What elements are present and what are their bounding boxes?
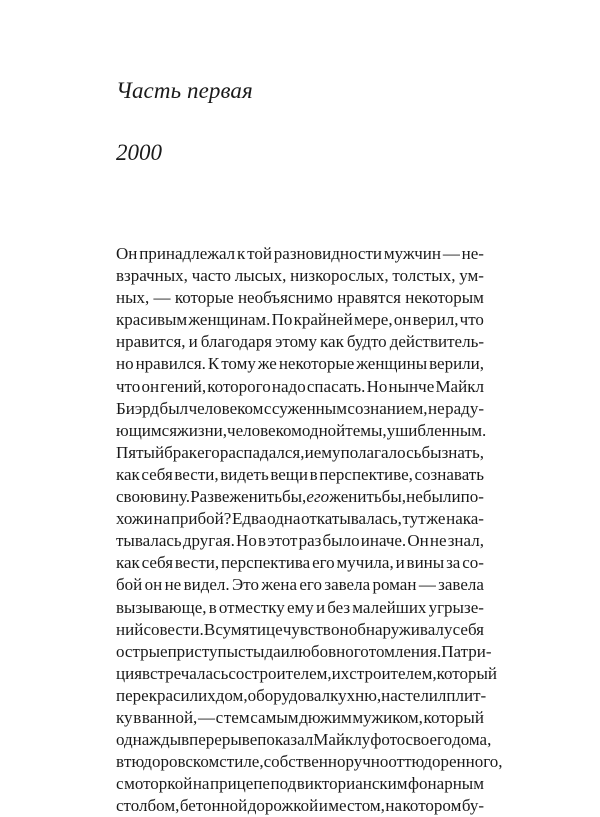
year-title: 2000: [116, 140, 162, 165]
text-line: хожи на прибой? Едва одна откатывалась, тут же нака-: [116, 509, 484, 529]
text-line: тывалась другая. Но в этот раз было иначе. Он не знал,: [116, 531, 484, 551]
text-line: как себя вести, видеть вещи в перспективе, сознавать: [116, 464, 484, 484]
text-line: красивым женщинам. По крайней мере, он верил, что: [116, 310, 484, 330]
text-line: нравится, и благодаря этому как будто действитель-: [116, 332, 484, 352]
text-line: ний совести. В сумятице чувств он обнаруживал у себя: [116, 619, 484, 639]
text-line: с моторкой на прицепе под викторианским фонарным: [116, 774, 484, 794]
text-line: взрачных, часто лысых, низкорослых, толстых, ум-: [116, 266, 484, 286]
text-line: ция встречалась со строителем, их строителем, который: [116, 663, 497, 683]
text-line: перекрасил их дом, оборудовал кухню, настелил плит-: [116, 685, 487, 705]
part-title: Часть первая: [116, 78, 253, 103]
text-line: однажды в перерыве показал Майклу фото своего дома,: [116, 730, 492, 750]
text-line: Он принадлежал к той разновидности мужчин — не-: [116, 244, 484, 263]
text-line: ющимся жизни, человеком одной темы, ушибленным.: [116, 420, 487, 440]
text-line: как себя вести, перспектива его мучила, и вины за со-: [116, 553, 484, 573]
text-line: свою вину. Разве женитьбы, его женитьбы, не были по-: [116, 487, 484, 507]
body-text: [116, 243, 503, 817]
text-line: ных, — которые необъяснимо нравятся некоторым: [116, 288, 484, 308]
text-line: в тюдоровском стиле, собственноручно оттюдоренного,: [116, 752, 503, 772]
text-line: Пятый брак его распадался, и ему полагалось бы знать,: [116, 442, 484, 462]
text-line: но нравился. К тому же некоторые женщины верили,: [116, 354, 484, 374]
text-line: ку в ванной, — с тем самым дюжим мужиком, который: [116, 707, 484, 727]
text-line: бой он не видел. Это жена его завела роман — завела: [116, 575, 484, 595]
text-line: что он гений, которого надо спасать. Но нынче Майкл: [116, 376, 484, 396]
text-line: вызывающе, в отместку ему и без малейших угрызе-: [116, 597, 484, 617]
text-line: острые приступы стыда и любовного томления. Патри-: [116, 641, 492, 661]
text-line: Биэрд был человеком с суженным сознанием, не раду-: [116, 398, 484, 418]
text-line: столбом, бетонной дорожкой и местом, на котором бу-: [116, 796, 484, 816]
